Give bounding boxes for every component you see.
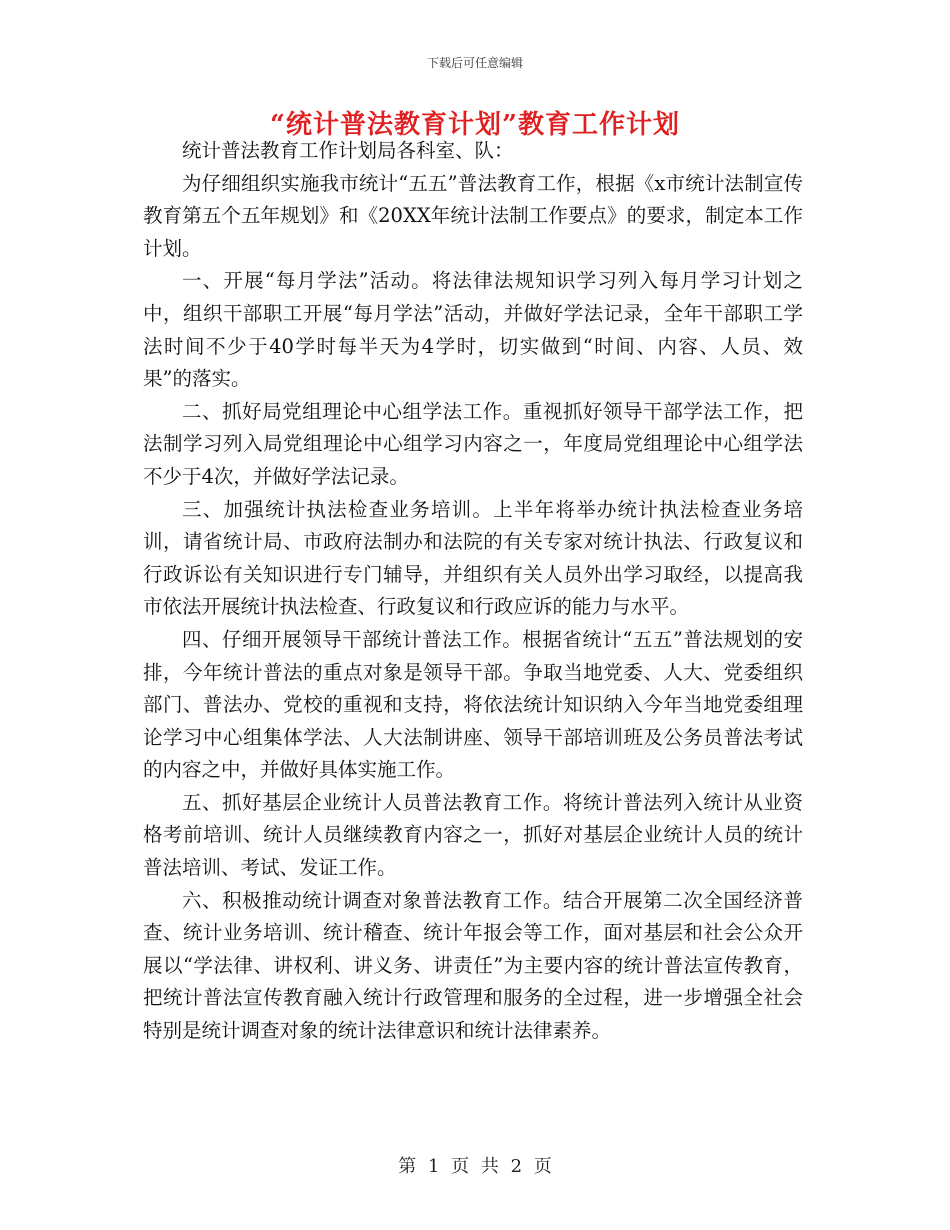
section-4-paragraph: 四、仔细开展领导干部统计普法工作。根据省统计“五五”普法规划的安排，今年统计普法的重点对象是领导干部。争取当地党委、人大、党委组织部门、普法办、党校的重视和支持，将依法统计知识纳入今年当地党委组理论学习中心组集体学法、人大法制讲座、领导干部培训班及公务员普法考试的内容之中，并做好具体实施工作。 bbox=[143, 627, 803, 782]
document-title: “统计普法教育计划”教育工作计划 bbox=[270, 110, 680, 140]
section-6-paragraph: 六、积极推动统计调查对象普法教育工作。结合开展第二次全国经济普查、统计业务培训、统计稽查、统计年报会等工作，面对基层和社会公众开展以“学法律、讲权利、讲义务、讲责任”为主要内容的统计普法宣传教育，把统计普法宣传教育融入统计行政管理和服务的全过程，进一步增强全社会特别是统计调查对象的统计法律意识和统计法律素养。 bbox=[143, 888, 803, 1043]
section-3-paragraph: 三、加强统计执法检查业务培训。上半年将举办统计执法检查业务培训，请省统计局、市政府法制办和法院的有关专家对统计执法、行政复议和行政诉讼有关知识进行专门辅导，并组织有关人员外出学习取经，以提高我市依法开展统计执法检查、行政复议和行政应诉的能力与水平。 bbox=[143, 497, 803, 619]
section-5-paragraph: 五、抓好基层企业统计人员普法教育工作。将统计普法列入统计从业资格考前培训、统计人员继续教育内容之一，抓好对基层企业统计人员的统计普法培训、考试、发证工作。 bbox=[143, 790, 803, 880]
intro-paragraph: 为仔细组织实施我市统计“五五”普法教育工作，根据《x市统计法制宣传教育第五个五年规划》和《20XX年统计法制工作要点》的要求，制定本工作计划。 bbox=[143, 171, 803, 260]
salutation-paragraph: 统计普法教育工作计划局各科室、队： bbox=[182, 139, 514, 162]
section-2-paragraph: 二、抓好局党组理论中心组学法工作。重视抓好领导干部学法工作，把法制学习列入局党组理论中心组学习内容之一，年度局党组理论中心组学法不少于4次，并做好学法记录。 bbox=[143, 399, 803, 488]
section-1-paragraph: 一、开展“每月学法”活动。将法律法规知识学习列入每月学习计划之中，组织干部职工开展“每月学法”活动，并做好学法记录，全年干部职工学法时间不少于40学时每半天为4学时，切实做到“时间、内容、人员、效果”的落实。 bbox=[143, 269, 803, 391]
document-body bbox=[143, 135, 803, 1048]
page-footer: 第 1 页 共 2 页 bbox=[398, 1156, 552, 1177]
header-note: 下载后可任意编辑 bbox=[426, 56, 523, 70]
